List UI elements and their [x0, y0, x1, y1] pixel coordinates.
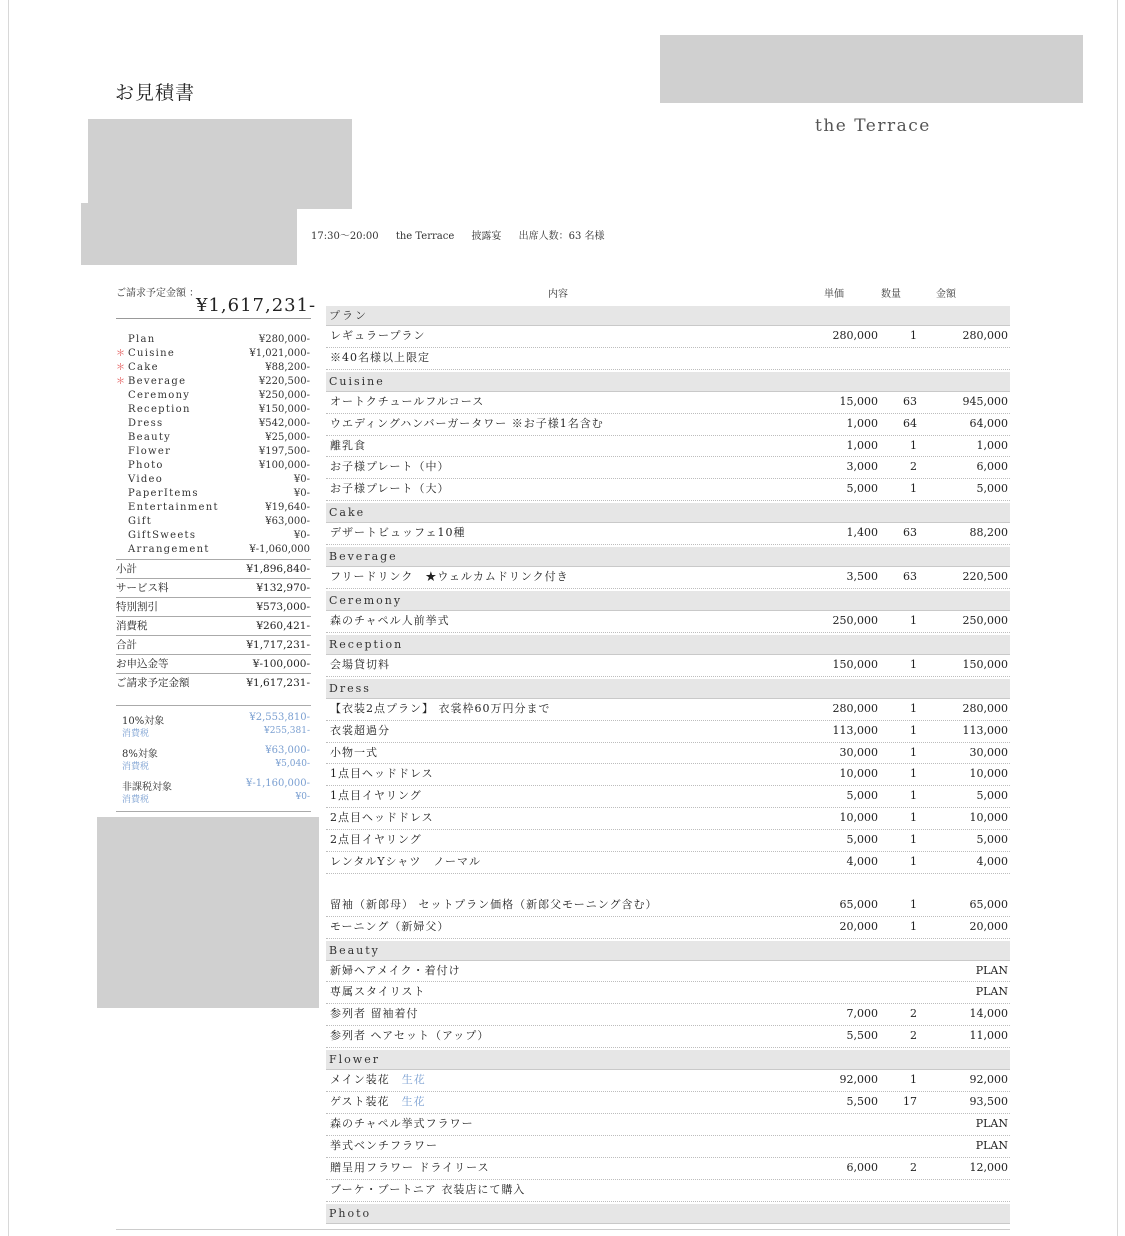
table-row [326, 786, 1010, 808]
item-description [330, 808, 434, 829]
summary-category-value: ¥1,021,000- [249, 348, 310, 359]
item-text: 参列者 ヘアセット（アップ） [330, 1029, 490, 1043]
summary-category-value: ¥25,000- [265, 432, 310, 443]
totals-row [116, 635, 311, 654]
item-text: レンタルYシャツ ノーマル [330, 855, 481, 869]
grand-total-label: ご請求予定金額 ： [116, 288, 200, 299]
summary-category-value: ¥0- [293, 488, 310, 499]
tax-sub-value: ¥0- [295, 792, 310, 802]
venue-logo: the Terrace [815, 116, 931, 136]
item-amount: 5,000 [976, 789, 1008, 803]
redacted-block [97, 817, 319, 1008]
tax-sub-label: 消費税 [122, 729, 150, 739]
item-description [330, 567, 569, 588]
table-row [326, 917, 1010, 939]
item-quantity: 63 [903, 394, 917, 408]
item-quantity: 1 [910, 438, 917, 452]
summary-category-value: ¥-1,060,000 [249, 544, 310, 555]
totals-label: お申込金等 [116, 658, 169, 670]
item-text: メイン装花 [330, 1073, 390, 1087]
totals-value: ¥-100,000- [252, 658, 310, 670]
asterisk-mark: ＊ [116, 363, 126, 373]
tax-group [116, 772, 311, 805]
item-unit-price: 250,000 [832, 614, 878, 628]
item-text: ブーケ・ブートニア 衣装店にて購入 [330, 1182, 526, 1196]
totals-row [116, 559, 311, 578]
table-row [326, 1004, 1010, 1026]
item-unit-price: 113,000 [832, 723, 878, 737]
item-text: デザートビュッフェ10種 [330, 526, 466, 540]
item-quantity: 1 [910, 811, 917, 825]
item-description [330, 1004, 419, 1025]
item-amount: 12,000 [969, 1160, 1008, 1174]
table-row [326, 1136, 1010, 1158]
table-row [326, 1092, 1010, 1114]
event-time: 17:30〜20:00 [311, 231, 379, 242]
table-row [326, 326, 1010, 348]
tax-sub-value: ¥5,040- [275, 759, 310, 769]
item-text: 森のチャペル挙式フラワー [330, 1116, 474, 1130]
table-row [326, 414, 1010, 436]
table-row [326, 348, 1010, 370]
item-amount: 220,500 [962, 570, 1008, 584]
table-row [326, 961, 1010, 983]
item-text: 小物一式 [330, 745, 378, 759]
item-text: モーニング（新婦父） [330, 919, 450, 933]
item-unit-price: 65,000 [839, 897, 878, 911]
item-text: ※40名様以上限定 [330, 350, 430, 364]
summary-row [116, 333, 311, 347]
asterisk-mark: ＊ [116, 349, 126, 359]
item-amount: 150,000 [962, 657, 1008, 671]
item-description [330, 1158, 490, 1179]
item-unit-price: 92,000 [839, 1073, 878, 1087]
item-unit-price: 6,000 [846, 1160, 878, 1174]
item-description [330, 414, 604, 435]
section-header: Cake [326, 503, 1010, 523]
item-highlight: 生花 [401, 1073, 426, 1087]
table-row [326, 1026, 1010, 1048]
table-row [326, 982, 1010, 1004]
table-row [326, 655, 1010, 677]
item-description [330, 457, 450, 478]
table-row [326, 874, 1010, 895]
summary-row [116, 403, 311, 417]
item-text: 1点目ヘッドドレス [330, 767, 434, 781]
totals-value: ¥1,617,231- [246, 677, 310, 689]
summary-row [116, 459, 311, 473]
event-venue: the Terrace [395, 231, 455, 242]
item-unit-price: 5,500 [846, 1095, 878, 1109]
item-description [330, 917, 449, 938]
item-description [330, 786, 422, 807]
item-text: レギュラープラン [330, 329, 426, 342]
item-text: お子様プレート（中） [330, 460, 450, 474]
header-unit: 単価 [824, 289, 844, 300]
item-quantity: 2 [910, 1007, 917, 1021]
summary-row [116, 487, 311, 501]
summary-category-name: GiftSweets [128, 530, 197, 541]
table-row [326, 392, 1010, 414]
table-row [326, 523, 1010, 545]
item-amount: 5,000 [976, 833, 1008, 847]
item-text: 新婦ヘアメイク・着付け [330, 963, 461, 977]
item-text: 留袖（新郎母） セットプラン価格（新郎父モーニング含む） [330, 897, 658, 911]
item-description [330, 830, 422, 851]
item-quantity: 1 [910, 482, 917, 496]
item-text: 森のチャペル人前挙式 [330, 614, 450, 628]
totals-value: ¥132,970- [256, 582, 310, 594]
redacted-block [660, 35, 1083, 103]
table-row [326, 830, 1010, 852]
table-row [326, 1158, 1010, 1180]
summary-category-name: Arrangement [128, 544, 210, 555]
divider [116, 1229, 1010, 1230]
item-unit-price: 150,000 [832, 657, 878, 671]
item-amount: 280,000 [962, 329, 1008, 342]
item-text: 【衣装2点プラン】 衣裳枠60万円分まで [330, 701, 551, 715]
table-row [326, 479, 1010, 501]
section-header: Beauty [326, 941, 1010, 961]
totals-label: ご請求予定金額 [116, 677, 190, 689]
item-amount: 113,000 [962, 723, 1008, 737]
item-text: 1点目イヤリング [330, 789, 422, 803]
estimate-table [326, 285, 1010, 1224]
item-amount: 93,500 [969, 1095, 1008, 1109]
summary-category-name: Beverage [128, 376, 187, 387]
table-body [326, 306, 1010, 1224]
item-description [330, 1070, 426, 1091]
item-description [330, 1092, 426, 1113]
item-quantity: 1 [910, 833, 917, 847]
item-description [330, 1136, 438, 1157]
item-amount: 10,000 [969, 767, 1008, 781]
summary-row [116, 417, 311, 431]
summary-category-name: Ceremony [128, 390, 191, 401]
tax-label: 8%対象 [122, 749, 158, 760]
item-amount: 14,000 [969, 1007, 1008, 1021]
item-unit-price: 5,500 [846, 1029, 878, 1043]
item-unit-price: 30,000 [839, 745, 878, 759]
item-description [330, 852, 481, 873]
summary-category-value: ¥197,500- [258, 446, 310, 457]
summary-category-value: ¥220,500- [258, 376, 310, 387]
summary-category-value: ¥19,640- [265, 502, 310, 513]
tax-sub-label: 消費税 [122, 762, 150, 772]
section-header: Reception [326, 635, 1010, 655]
totals-label: 小計 [116, 563, 137, 575]
summary-row [116, 361, 311, 375]
item-amount: 4,000 [976, 855, 1008, 869]
summary-row [116, 389, 311, 403]
item-unit-price: 280,000 [832, 701, 878, 715]
totals-row [116, 616, 311, 635]
summary-category-name: Cuisine [128, 348, 176, 359]
totals-row [116, 597, 311, 616]
table-row [326, 457, 1010, 479]
summary-category-name: Plan [128, 334, 156, 345]
item-unit-price: 280,000 [832, 329, 878, 342]
summary-category-name: Entertainment [128, 502, 219, 513]
event-info [311, 227, 619, 242]
item-quantity: 1 [910, 1073, 917, 1087]
item-text: ウエディングハンバーガータワー ※お子様1名含む [330, 416, 604, 430]
item-description [330, 721, 390, 742]
item-quantity: 63 [903, 570, 917, 584]
redacted-block [81, 203, 297, 265]
item-description [330, 436, 366, 457]
item-quantity: 1 [910, 789, 917, 803]
totals-label: 合計 [116, 639, 137, 651]
summary-row [116, 515, 311, 529]
item-description [330, 479, 450, 500]
section-header: Beverage [326, 547, 1010, 567]
item-amount: 10,000 [969, 811, 1008, 825]
item-text: 2点目イヤリング [330, 833, 422, 847]
item-unit-price: 15,000 [839, 394, 878, 408]
summary-category-value: ¥100,000- [258, 460, 310, 471]
item-quantity: 1 [910, 723, 917, 737]
summary-category-value: ¥542,000- [258, 418, 310, 429]
summary-category-name: PaperItems [128, 488, 199, 499]
header-desc: 内容 [548, 289, 568, 300]
item-description [330, 348, 430, 369]
tax-label: 非課税対象 [122, 782, 172, 793]
table-row [326, 721, 1010, 743]
item-quantity: 2 [910, 1029, 917, 1043]
item-quantity: 2 [910, 1160, 917, 1174]
item-quantity: 2 [910, 460, 917, 474]
table-row [326, 1114, 1010, 1136]
summary-row [116, 473, 311, 487]
tax-group [116, 706, 311, 739]
section-header: Flower [326, 1050, 1010, 1070]
item-unit-price: 5,000 [846, 833, 878, 847]
table-row [326, 808, 1010, 830]
totals-value: ¥260,421- [256, 620, 310, 632]
item-text: 挙式ベンチフラワー [330, 1138, 438, 1152]
item-amount: 280,000 [962, 701, 1008, 715]
event-guests: 出席人数：63 名様 [518, 231, 605, 242]
table-row [326, 436, 1010, 458]
item-description [330, 1026, 489, 1047]
item-quantity: 63 [903, 526, 917, 540]
item-text: 衣裳超過分 [330, 723, 390, 737]
summary-category-value: ¥250,000- [258, 390, 310, 401]
item-text: 離乳食 [330, 438, 366, 452]
tax-label: 10%対象 [122, 716, 165, 727]
document-title: お見積書 [115, 82, 196, 104]
tax-sub-label: 消費税 [122, 795, 150, 805]
item-text: 専属スタイリスト [330, 985, 426, 999]
summary-category-value: ¥0- [293, 474, 310, 485]
summary-category-name: Photo [128, 460, 164, 471]
summary-category-name: Video [128, 474, 164, 485]
item-quantity: 17 [903, 1095, 917, 1109]
tax-value: ¥63,000- [265, 745, 310, 756]
summary-category-value: ¥63,000- [265, 516, 310, 527]
summary-row [116, 445, 311, 459]
item-text: お子様プレート（大） [330, 482, 450, 496]
table-row [326, 895, 1010, 917]
item-unit-price: 3,000 [846, 460, 878, 474]
asterisk-mark: ＊ [116, 377, 126, 387]
totals-row [116, 578, 311, 597]
item-quantity: 1 [910, 701, 917, 715]
item-amount: PLAN [975, 1138, 1008, 1152]
section-header: プラン [326, 306, 1010, 326]
item-description [330, 1180, 525, 1201]
table-row [326, 1070, 1010, 1092]
tax-sub-value: ¥255,381- [264, 726, 310, 736]
grand-total-value: ¥1,617,231- [196, 295, 317, 316]
totals-summary [116, 559, 311, 692]
tax-group [116, 739, 311, 772]
item-description [330, 326, 425, 347]
item-description [330, 655, 390, 676]
summary-row [116, 347, 311, 361]
divider [116, 318, 311, 319]
table-row [326, 764, 1010, 786]
item-quantity: 1 [910, 897, 917, 911]
summary-row [116, 543, 311, 557]
item-amount: 64,000 [969, 416, 1008, 430]
item-unit-price: 5,000 [846, 789, 878, 803]
summary-row [116, 375, 311, 389]
tax-value: ¥2,553,810- [249, 712, 310, 723]
summary-row [116, 529, 311, 543]
item-text: ゲスト装花 [330, 1095, 390, 1109]
item-unit-price: 4,000 [846, 855, 878, 869]
table-row [326, 611, 1010, 633]
item-amount: 6,000 [976, 460, 1008, 474]
item-text: 会場貸切料 [330, 657, 390, 671]
category-summary [116, 333, 311, 557]
item-amount: 1,000 [976, 438, 1008, 452]
item-unit-price: 1,400 [846, 526, 878, 540]
header-total: 金額 [936, 289, 956, 300]
item-description [330, 982, 426, 1003]
summary-category-name: Gift [128, 516, 153, 527]
table-row [326, 743, 1010, 765]
item-highlight: 生花 [401, 1095, 426, 1109]
item-description [330, 961, 461, 982]
item-description [330, 743, 378, 764]
section-header: Cuisine [326, 372, 1010, 392]
item-description [330, 392, 484, 413]
item-amount: 30,000 [969, 745, 1008, 759]
summary-category-value: ¥0- [293, 530, 310, 541]
item-text: フリードリンク ★ウェルカムドリンク付き [330, 570, 569, 584]
item-amount: PLAN [975, 985, 1008, 999]
summary-category-value: ¥280,000- [258, 334, 310, 345]
summary-category-name: Beauty [128, 432, 172, 443]
item-text: 贈呈用フラワー ドライリース [330, 1160, 490, 1174]
tax-summary [116, 705, 311, 812]
item-quantity: 1 [910, 767, 917, 781]
section-header: Dress [326, 679, 1010, 699]
redacted-block [88, 119, 352, 209]
summary-category-name: Dress [128, 418, 164, 429]
item-description [330, 1114, 474, 1135]
item-quantity: 1 [910, 657, 917, 671]
item-quantity: 1 [910, 614, 917, 628]
summary-category-name: Reception [128, 404, 191, 415]
item-description [330, 895, 658, 916]
item-description [330, 523, 465, 544]
item-unit-price: 20,000 [839, 919, 878, 933]
item-amount: 65,000 [969, 897, 1008, 911]
table-row [326, 699, 1010, 721]
item-description [330, 699, 551, 720]
item-amount: 250,000 [962, 614, 1008, 628]
summary-row [116, 501, 311, 515]
totals-value: ¥573,000- [256, 601, 310, 613]
item-unit-price: 3,500 [846, 570, 878, 584]
tax-value: ¥-1,160,000- [245, 778, 310, 789]
item-text: 2点目ヘッドドレス [330, 811, 434, 825]
item-quantity: 1 [910, 745, 917, 759]
totals-row [116, 673, 311, 692]
item-quantity: 1 [910, 855, 917, 869]
totals-value: ¥1,717,231- [246, 639, 310, 651]
item-unit-price: 1,000 [846, 416, 878, 430]
section-header: Ceremony [326, 591, 1010, 611]
item-text: オートクチュールフルコース [330, 394, 485, 408]
summary-row [116, 431, 311, 445]
item-description [330, 611, 450, 632]
table-header [326, 285, 1010, 304]
summary-category-name: Flower [128, 446, 172, 457]
totals-label: 特別割引 [116, 601, 158, 613]
summary-category-value: ¥150,000- [258, 404, 310, 415]
item-amount: 88,200 [969, 526, 1008, 540]
summary-category-value: ¥88,200- [265, 362, 310, 373]
summary-category-name: Cake [128, 362, 159, 373]
item-quantity: 1 [910, 329, 917, 342]
table-row [326, 1180, 1010, 1202]
totals-label: サービス料 [116, 582, 169, 594]
header-qty: 数量 [881, 289, 901, 300]
item-amount: 11,000 [969, 1029, 1008, 1043]
totals-label: 消費税 [116, 620, 148, 632]
item-text: 参列者 留袖着付 [330, 1007, 419, 1021]
table-row [326, 852, 1010, 874]
totals-value: ¥1,896,840- [246, 563, 310, 575]
item-unit-price: 10,000 [839, 811, 878, 825]
item-amount: 945,000 [962, 394, 1008, 408]
item-unit-price: 10,000 [839, 767, 878, 781]
item-unit-price: 7,000 [846, 1007, 878, 1021]
section-header: Photo [326, 1204, 1010, 1224]
item-quantity: 64 [903, 416, 917, 430]
item-unit-price: 5,000 [846, 482, 878, 496]
item-amount: PLAN [975, 963, 1008, 977]
item-description [330, 764, 434, 785]
totals-row [116, 654, 311, 673]
item-unit-price: 1,000 [846, 438, 878, 452]
item-amount: 92,000 [969, 1073, 1008, 1087]
item-amount: 20,000 [969, 919, 1008, 933]
event-type: 披露宴 [471, 231, 502, 242]
item-quantity: 1 [910, 919, 917, 933]
item-amount: 5,000 [976, 482, 1008, 496]
item-amount: PLAN [975, 1116, 1008, 1130]
table-row [326, 567, 1010, 589]
